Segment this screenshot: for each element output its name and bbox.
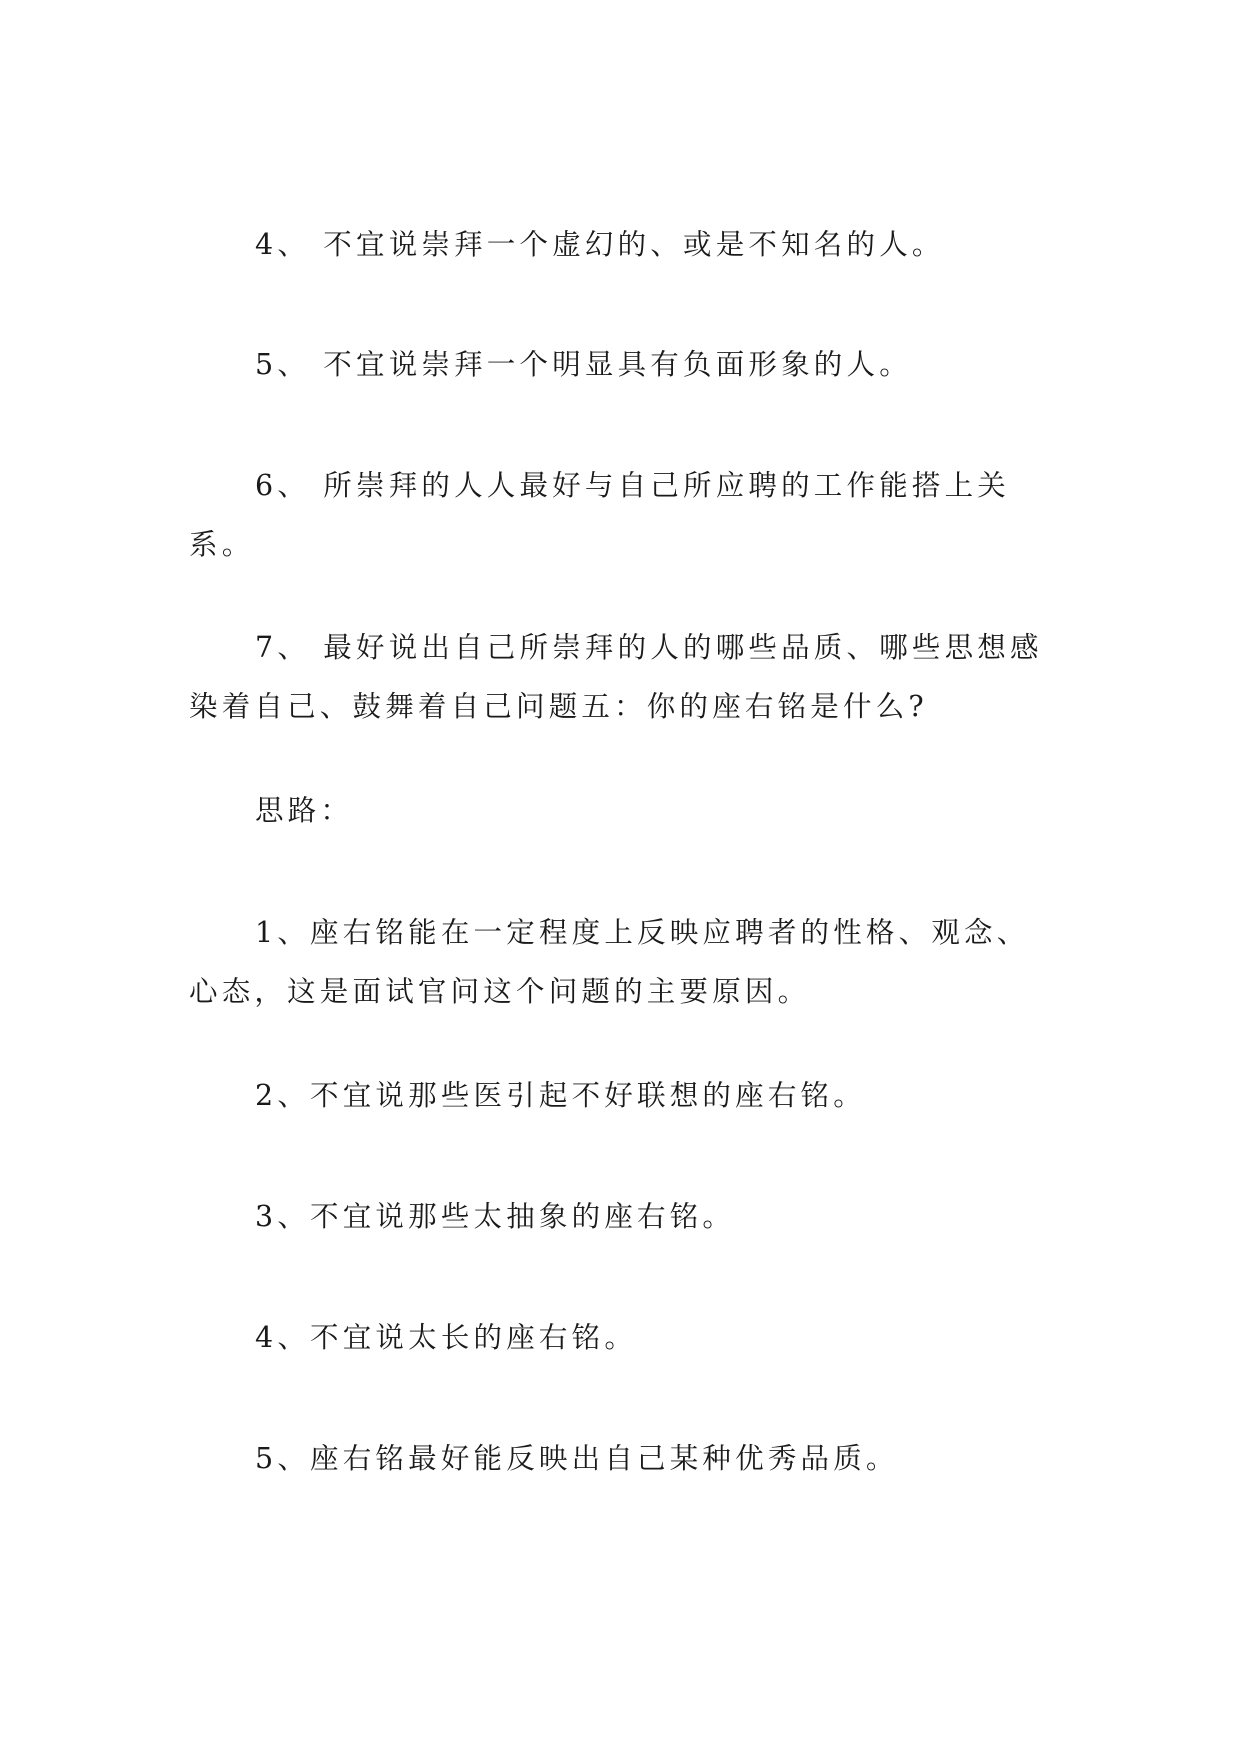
paragraph-item-7: 7、 最好说出自己所崇拜的人的哪些品质、哪些思想感染着自己、鼓舞着自己问题五：你的座右铭是什么? <box>189 631 1043 723</box>
paragraph-item-5: 5、 不宜说崇拜一个明显具有负面形象的人。 <box>255 348 912 381</box>
paragraph-point-4: 4、不宜说太长的座右铭。 <box>255 1321 638 1354</box>
paragraph-point-3: 3、不宜说那些太抽象的座右铭。 <box>255 1200 736 1233</box>
paragraph-point-1: 1、座右铭能在一定程度上反映应聘者的性格、观念、心态，这是面试官问这个问题的主要原因。 <box>189 916 1030 1008</box>
paragraph-point-5: 5、座右铭最好能反映出自己某种优秀品质。 <box>255 1442 899 1475</box>
paragraph-item-4: 4、 不宜说崇拜一个虚幻的、或是不知名的人。 <box>255 228 945 261</box>
section-heading-thinking: 思路： <box>255 794 354 827</box>
paragraph-point-2: 2、不宜说那些医引起不好联想的座右铭。 <box>255 1079 866 1112</box>
paragraph-item-6: 6、 所崇拜的人人最好与自己所应聘的工作能搭上关系。 <box>189 469 1010 561</box>
